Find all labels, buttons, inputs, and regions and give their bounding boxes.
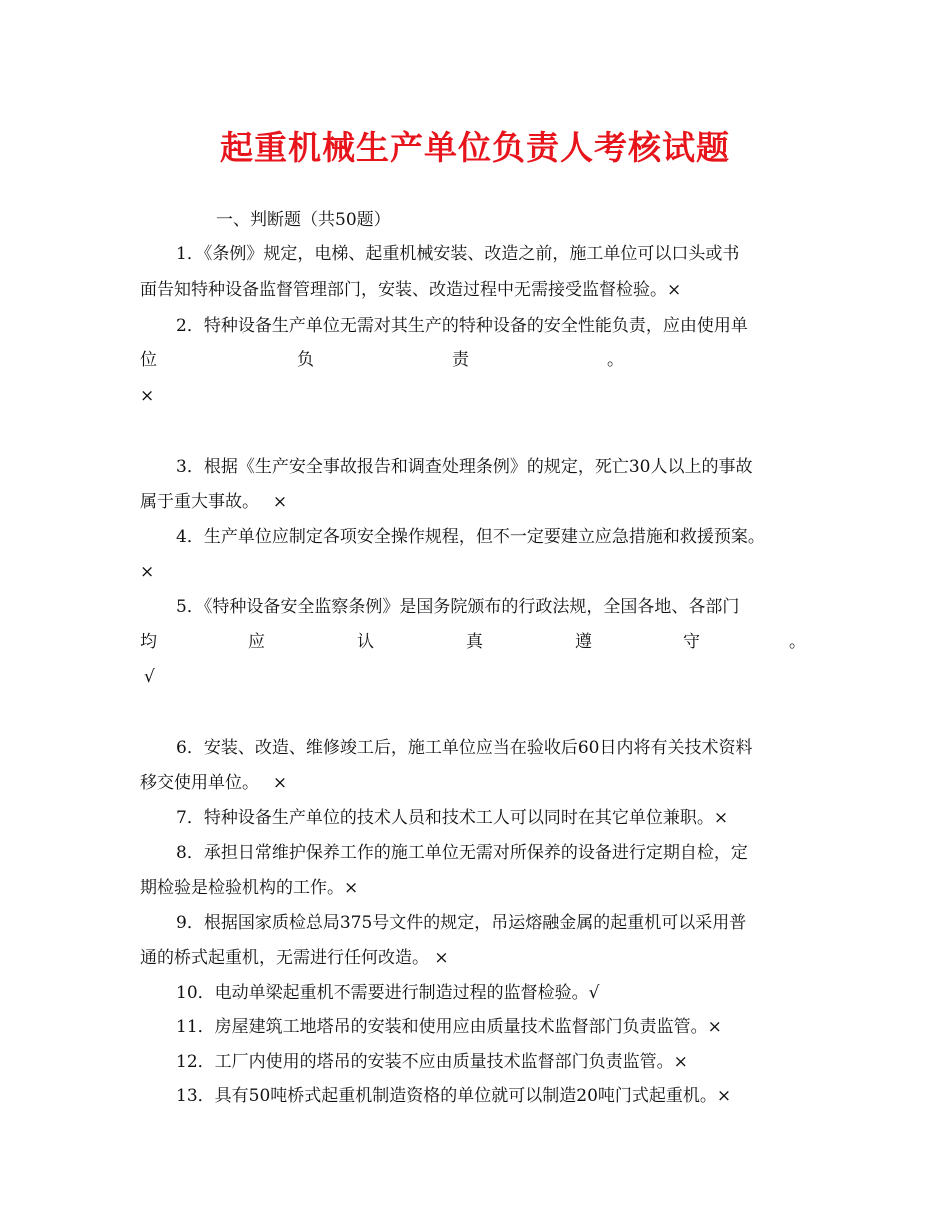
question-1-line-1: 1．《条例》规定，电梯、起重机械安装、改造之前，施工单位可以口头或书 bbox=[176, 244, 740, 264]
question-9-line-1: 9．根据国家质检总局375号文件的规定，吊运熔融金属的起重机可以采用普 bbox=[176, 913, 747, 933]
question-8-line-1: 8．承担日常维护保养工作的施工单位无需对所保养的设备进行定期自检，定 bbox=[176, 843, 748, 863]
question-3-line-2: 属于重大事故。 × bbox=[140, 492, 288, 512]
question-4-answer-mark: × bbox=[140, 562, 155, 582]
question-5-spread-char: 均 bbox=[140, 632, 157, 652]
question-5-spread-char: 认 bbox=[357, 632, 374, 652]
question-5-spread-char: 守 bbox=[683, 632, 700, 652]
question-10-line-1: 10．电动单梁起重机不需要进行制造过程的监督检验。√ bbox=[176, 983, 600, 1003]
question-5-spread-char: 遵 bbox=[575, 632, 592, 652]
question-1-line-2: 面告知特种设备监督管理部门，安装、改造过程中无需接受监督检验。× bbox=[140, 280, 682, 300]
question-8-line-2: 期检验是检验机构的工作。× bbox=[140, 878, 359, 898]
question-12-line-1: 12．工厂内使用的塔吊的安装不应由质量技术监督部门负责监管。× bbox=[176, 1052, 688, 1072]
question-2-answer-mark: × bbox=[140, 386, 155, 406]
section-heading: 一、判断题（共50题） bbox=[216, 210, 391, 230]
question-2-line-1: 2．特种设备生产单位无需对其生产的特种设备的安全性能负责，应由使用单 bbox=[176, 316, 748, 336]
question-5-spread-char: 应 bbox=[248, 632, 265, 652]
question-5-answer-mark: √ bbox=[144, 667, 155, 687]
question-6-line-1: 6．安装、改造、维修竣工后，施工单位应当在验收后60日内将有关技术资料 bbox=[176, 738, 753, 758]
question-2-spread-char: 责 bbox=[452, 350, 469, 370]
question-7-line-1: 7．特种设备生产单位的技术人员和技术工人可以同时在其它单位兼职。× bbox=[176, 808, 729, 828]
question-3-line-1: 3．根据《生产安全事故报告和调查处理条例》的规定，死亡30人以上的事故 bbox=[176, 457, 753, 477]
question-11-line-1: 11．房屋建筑工地塔吊的安装和使用应由质量技术监督部门负责监管。× bbox=[176, 1017, 722, 1037]
question-5-spread-char: 。 bbox=[789, 632, 806, 652]
question-2-spread-char: 位 bbox=[140, 350, 157, 370]
question-4-line-1: 4．生产单位应制定各项安全操作规程，但不一定要建立应急措施和救援预案。 bbox=[176, 527, 765, 547]
question-6-line-2: 移交使用单位。 × bbox=[140, 773, 288, 793]
question-5-spread-char: 真 bbox=[466, 632, 483, 652]
question-5-line-1: 5．《特种设备安全监察条例》是国务院颁布的行政法规，全国各地、各部门 bbox=[176, 597, 740, 617]
question-9-line-2: 通的桥式起重机，无需进行任何改造。 × bbox=[140, 948, 449, 968]
document-title: 起重机械生产单位负责人考核试题 bbox=[220, 128, 730, 167]
question-2-spread-char: 负 bbox=[297, 350, 314, 370]
question-2-spread-char: 。 bbox=[607, 350, 624, 370]
question-13-line-1: 13．具有50吨桥式起重机制造资格的单位就可以制造20吨门式起重机。× bbox=[176, 1086, 732, 1106]
